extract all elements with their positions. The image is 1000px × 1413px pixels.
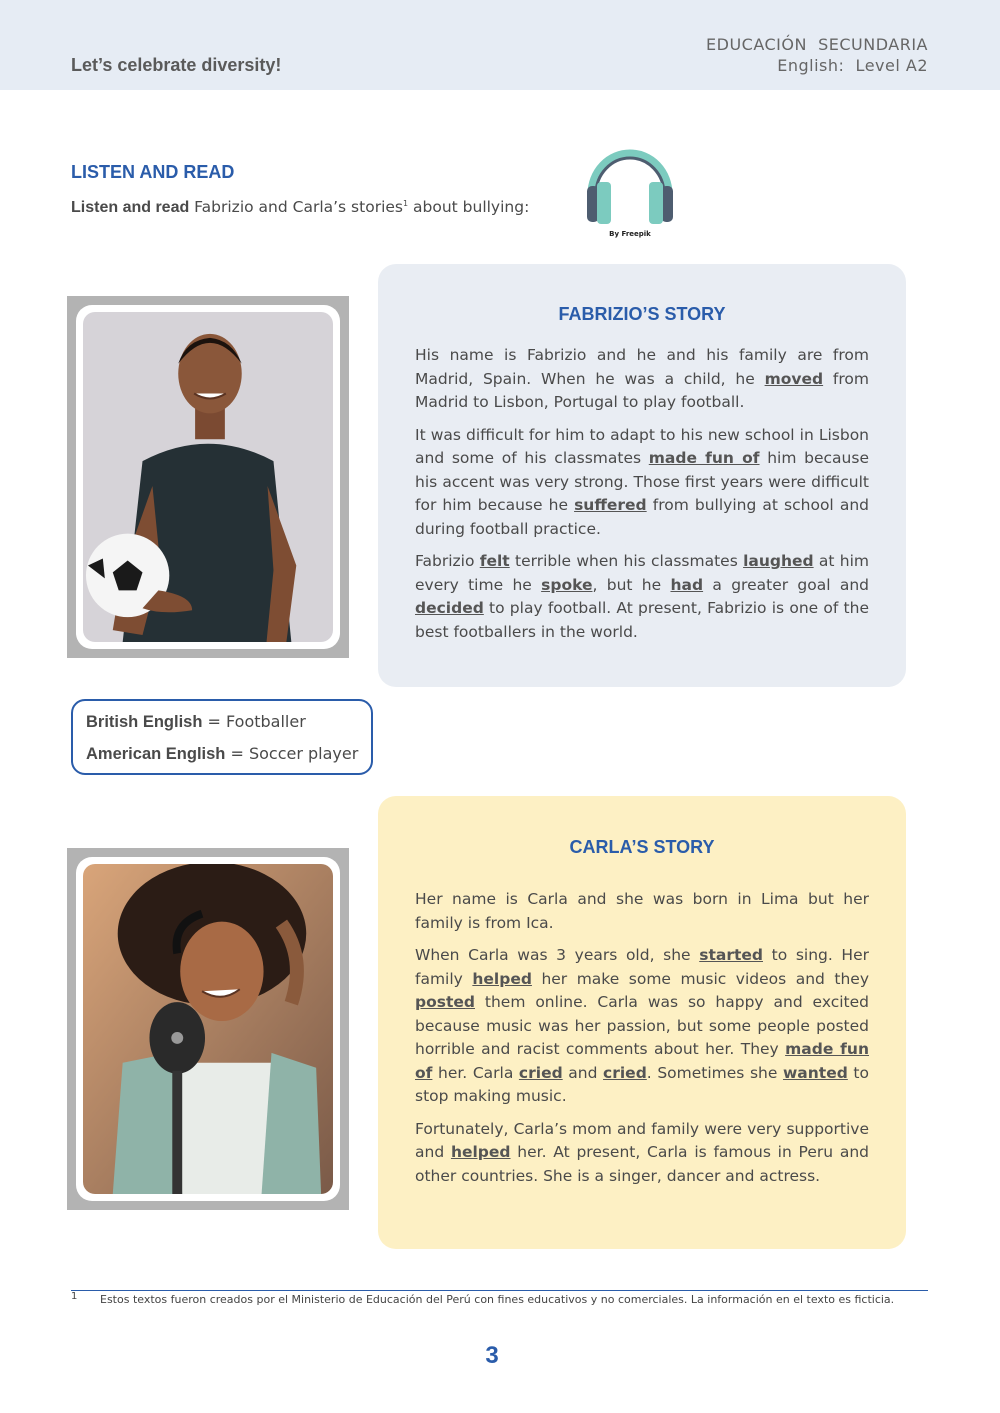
carla-paragraph-2: When Carla was 3 years old, she started to sing. Her family helped her make some music videos and they posted them online. Carla was so happy and excited because music was her passion, but some people posted horrible and racist comments about her. They made fun of her. Carla cried and cried. Sometimes she wanted to stop making music. — [415, 946, 869, 1105]
fabrizio-paragraph-2: It was difficult for him to adapt to his new school in Lisbon and some of his classmates made fun of him because his accent was very strong. Those first years were difficult for him because he suffered from bullying at school and during football practice. — [415, 425, 869, 538]
intro-bold: Listen and read — [71, 199, 190, 216]
intro-text: Fabrizio and Carla’s stories — [189, 198, 403, 216]
vocab-word: cried — [518, 1063, 563, 1082]
page-number: 3 — [485, 1342, 499, 1369]
vocab-word: decided — [415, 599, 484, 617]
carla-photo — [83, 864, 333, 1194]
vocab-word: had — [670, 575, 704, 594]
vocab-word: spoke — [541, 575, 593, 594]
carla-paragraph-1: Her name is Carla and she was born in Lima but her family is from Ica. — [415, 890, 869, 932]
level-line-2: English: Level A2 — [777, 56, 928, 75]
vocab-word: felt — [479, 552, 510, 570]
vocab-word: helped — [472, 969, 532, 988]
level-line-1: EDUCACIÓN SECUNDARIA — [706, 35, 928, 54]
carla-story-title: CARLA’S STORY — [569, 837, 715, 857]
fabrizio-paragraph-1: His name is Fabrizio and he and his family are from Madrid, Spain. When he was a child, he moved from Madrid to Lisbon, Portugal to play football. — [415, 346, 869, 411]
footnote-divider — [71, 1290, 928, 1291]
vocab-word: suffered — [574, 496, 647, 514]
fabrizio-photo-frame — [67, 296, 349, 658]
level-info — [706, 34, 928, 76]
worksheet-title: Let’s celebrate diversity! — [71, 55, 282, 75]
vocab-word: helped — [450, 1143, 511, 1161]
vocab-word: wanted — [782, 1063, 848, 1082]
vocabulary-note — [71, 699, 373, 775]
footnote-number: 1 — [71, 1291, 78, 1302]
carla-paragraph-3: Fortunately, Carla’s mom and family were very supportive and helped her. At present, Carla is famous in Peru and other countries. She is a singer, dancer and actress. — [415, 1119, 870, 1185]
section-title: LISTEN AND READ — [71, 162, 235, 182]
vocab-word: posted — [415, 993, 475, 1011]
vocab-word: laughed — [743, 552, 814, 570]
intro-footnote-ref: 1 — [402, 198, 409, 208]
headphones-icon — [582, 132, 678, 240]
vocab-word: cried — [603, 1063, 647, 1082]
fabrizio-photo — [83, 312, 333, 642]
vocab-word: moved — [764, 369, 824, 388]
intro-instruction — [71, 198, 529, 217]
vocab-word: made fun of — [648, 449, 760, 467]
intro-end: about bullying: — [408, 198, 530, 216]
icon-credit: By Freepik — [609, 230, 651, 238]
american-english-note: American English = Soccer player — [86, 744, 359, 763]
fabrizio-story-title: FABRIZIO’S STORY — [558, 304, 726, 324]
fabrizio-paragraph-3: Fabrizio felt terrible when his classmates laughed at him every time he spoke, but he had a greater goal and decided to play football. At present, Fabrizio is one of the best footballers in the world. — [415, 552, 870, 641]
footnote-text: Estos textos fueron creados por el Ministerio de Educación del Perú con fines educativos y no comerciales. La información en el texto es ficticia. — [100, 1293, 895, 1306]
carla-photo-frame — [67, 848, 349, 1210]
carla-story-card — [378, 796, 906, 1249]
vocab-word: made fun of — [415, 1040, 869, 1082]
british-english-note: British English = Footballer — [86, 712, 306, 731]
vocab-word: started — [699, 946, 763, 964]
fabrizio-story-card — [378, 264, 906, 687]
